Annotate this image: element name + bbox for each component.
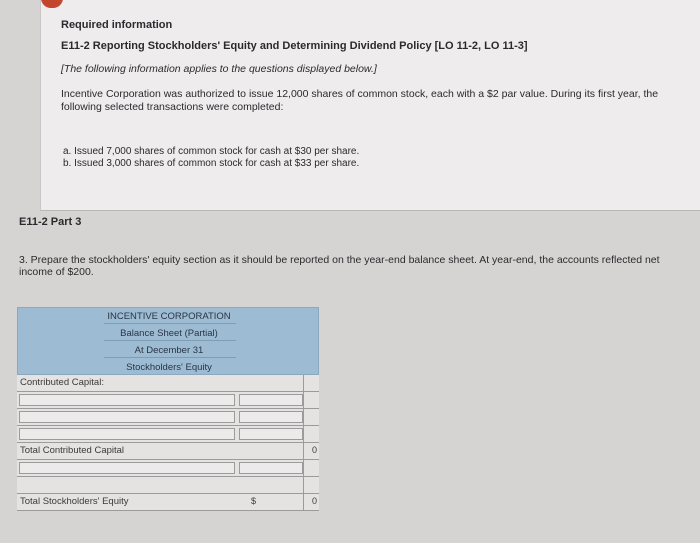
- total-stockholders-equity-row: [17, 494, 319, 511]
- company-name: INCENTIVE CORPORATION: [107, 311, 231, 322]
- info-title: Required information: [61, 19, 173, 31]
- exercise-heading: E11-2 Reporting Stockholders' Equity and Determining Dividend Policy [LO 11-2, LO 11-3]: [61, 40, 528, 52]
- section-name: Stockholders' Equity: [126, 362, 212, 373]
- total-equity-value: 0: [311, 496, 317, 506]
- table-row: [17, 392, 319, 409]
- total-contributed-label: Total Contributed Capital: [20, 445, 125, 456]
- amount-input[interactable]: [239, 394, 303, 406]
- transaction-a: a. Issued 7,000 shares of common stock for cash at $30 per share.: [63, 146, 360, 157]
- contributed-capital-label: Contributed Capital:: [20, 377, 104, 388]
- account-name-input[interactable]: [19, 428, 235, 440]
- amount-input[interactable]: [239, 462, 303, 474]
- amount-input[interactable]: [239, 411, 303, 423]
- info-note: [The following information applies to the questions displayed below.]: [61, 63, 377, 75]
- table-row: [17, 409, 319, 426]
- currency-symbol: $: [251, 496, 257, 506]
- transaction-b: b. Issued 3,000 shares of common stock for cash at $33 per share.: [63, 158, 360, 169]
- required-info-panel: [40, 0, 700, 211]
- statement-date: At December 31: [134, 345, 204, 356]
- total-equity-label: Total Stockholders' Equity: [20, 496, 129, 507]
- account-name-input[interactable]: [19, 462, 235, 474]
- table-row: [17, 477, 319, 494]
- total-contributed-value: 0: [311, 445, 317, 455]
- part-title: E11-2 Part 3: [19, 216, 82, 228]
- table-row: [17, 426, 319, 443]
- statement-name: Balance Sheet (Partial): [120, 328, 218, 339]
- transaction-list: [63, 146, 359, 170]
- account-name-input[interactable]: [19, 394, 235, 406]
- problem-description: Incentive Corporation was authorized to issue 12,000 shares of common stock, each with a $2 par value. During its first year, the following selected transactions were completed:: [61, 88, 659, 113]
- total-contributed-capital-row: [17, 443, 319, 460]
- question-text: 3. Prepare the stockholders' equity section as it should be reported on the year-end balance sheet. At year-end, the accounts reflected net income of $200.: [19, 254, 660, 278]
- table-row: [17, 460, 319, 477]
- contributed-capital-row: [17, 375, 319, 392]
- amount-input[interactable]: [239, 428, 303, 440]
- account-name-input[interactable]: [19, 411, 235, 423]
- alert-icon: [41, 0, 63, 8]
- balance-sheet-header: [17, 307, 319, 375]
